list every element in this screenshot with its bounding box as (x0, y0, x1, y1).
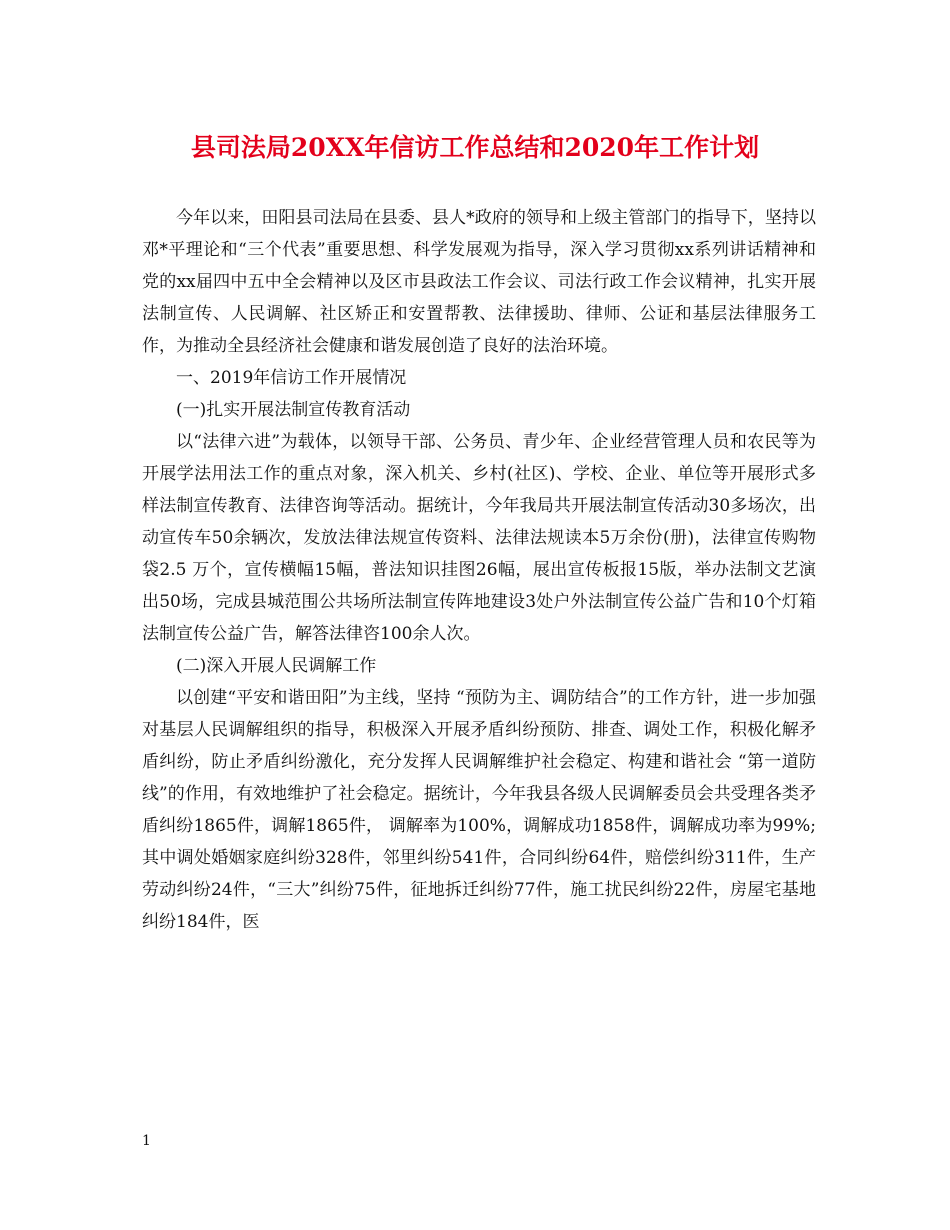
legal-education-paragraph: 以“法律六进”为载体，以领导干部、公务员、青少年、企业经营管理人员和农民等为开展学法用法工作的重点对象，深入机关、乡村(社区)、学校、企业、单位等开展形式多样法制宣传教育、法律咨询等活动。据统计，今年我局共开展法制宣传活动30多场次，出动宣传车50余辆次，发放法律法规宣传资料、法律法规读本5万余份(册)，法律宣传购物袋2.5 万个，宣传横幅15幅，普法知识挂图26幅，展出宣传板报15版，举办法制文艺演出50场，完成县城范围公共场所法制宣传阵地建设3处户外法制宣传公益广告和10个灯箱法制宣传公益广告，解答法律咨100余人次。 (142, 432, 816, 644)
section-heading-1: 一、2019年信访工作开展情况 (176, 368, 407, 388)
intro-paragraph: 今年以来，田阳县司法局在县委、县人*政府的领导和上级主管部门的指导下，坚持以邓*平理论和“三个代表”重要思想、科学发展观为指导，深入学习贯彻xx系列讲话精神和党的xx届四中五中全会精神以及区市县政法工作会议、司法行政工作会议精神，扎实开展法制宣传、人民调解、社区矫正和安置帮教、法律援助、律师、公证和基层法律服务工作，为推动全县经济社会健康和谐发展创造了良好的法治环境。 (142, 208, 816, 356)
mediation-paragraph: 以创建“平安和谐田阳”为主线，坚持 “预防为主、调防结合”的工作方针，进一步加强对基层人民调解组织的指导，积极深入开展矛盾纠纷预防、排查、调处工作，积极化解矛盾纠纷，防止矛盾纠纷激化，充分发挥人民调解维护社会稳定、构建和谐社会 “第一道防线”的作用，有效地维护了社会稳定。据统计，今年我县各级人民调解委员会共受理各类矛盾纠纷1865件，调解1865件， 调解率为100%，调解成功1858件，调解成功率为99%;其中调处婚姻家庭纠纷328件，邻里纠纷541件，合同纠纷64件，赔偿纠纷311件，生产劳动纠纷24件，“三大”纠纷75件，征地拆迁纠纷77件，施工扰民纠纷22件，房屋宅基地纠纷184件，医 (142, 688, 816, 932)
document-body (142, 202, 816, 938)
subsection-heading-1: (一)扎实开展法制宣传教育活动 (176, 400, 411, 420)
subsection-heading-2: (二)深入开展人民调解工作 (176, 656, 377, 676)
page-number: 1 (142, 1133, 151, 1149)
document-title: 县司法局20XX年信访工作总结和2020年工作计划 (190, 133, 760, 162)
